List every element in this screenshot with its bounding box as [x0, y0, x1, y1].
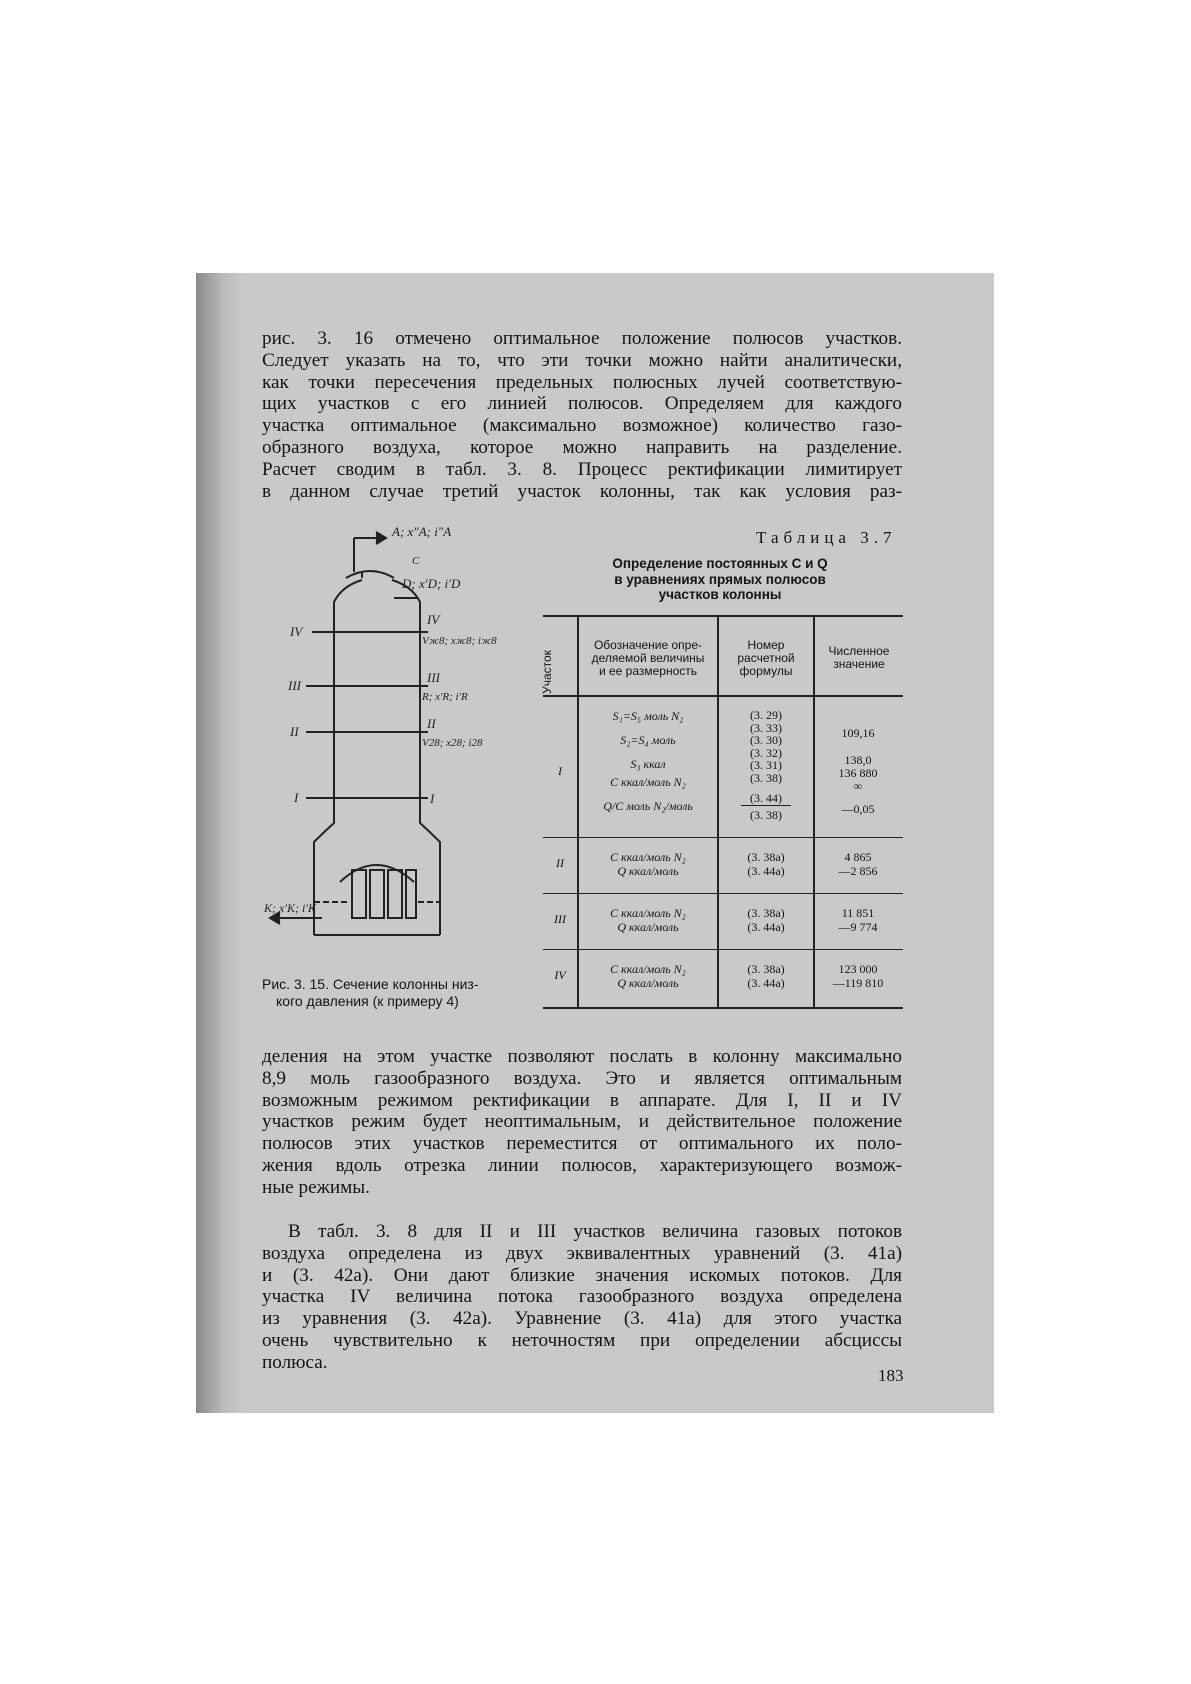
- row-section: III: [554, 912, 566, 926]
- paragraph-top: [262, 328, 902, 502]
- row-value: [815, 907, 901, 934]
- label-bottom: K; x′K; i′K: [264, 901, 316, 915]
- row-formula: [719, 963, 813, 990]
- row-value: [815, 963, 901, 990]
- value-line: 4 865: [844, 850, 872, 864]
- header-formula: [719, 639, 813, 678]
- formula-line: (3. 29): [750, 708, 782, 722]
- table-title: [570, 556, 870, 603]
- header-line: значение: [833, 657, 885, 671]
- text-line: участка оптимальное (максимально возможное) количество газо-: [262, 415, 902, 437]
- text-line: В табл. 3. 8 для II и III участков величина газовых потоков: [288, 1221, 902, 1242]
- row-formula: [719, 851, 813, 878]
- designation-line: C ккал/моль N₂: [610, 850, 686, 864]
- text-line: полюса.: [262, 1351, 328, 1373]
- header-line: Обозначение опре-: [593, 638, 703, 652]
- value-line: ∞: [853, 779, 863, 793]
- formula-line: (3. 38a): [747, 962, 785, 976]
- text-line: 8,9 моль газообразного воздуха. Это и является оптимальным: [262, 1067, 902, 1089]
- table-border-bottom: [543, 1007, 903, 1009]
- text-line: очень чувствительно к неточностям при определении абсциссы: [262, 1329, 902, 1351]
- designation-line: Q ккал/моль: [617, 863, 679, 878]
- designation-line: Q/C моль N₂/моль: [603, 799, 693, 813]
- text-line: участков режим будет неоптимальным, и действительное положение: [262, 1111, 902, 1133]
- text-line: как точки пересечения предельных полюсных лучей соответствую-: [262, 371, 902, 393]
- formula-line: (3. 44): [741, 792, 791, 806]
- table-header-rule: [543, 695, 903, 697]
- designation-line: Q ккал/моль: [617, 919, 679, 934]
- row-section: IV: [554, 968, 566, 982]
- label-ii-sub: V28; x28; i28: [422, 737, 483, 749]
- header-line: формулы: [739, 664, 793, 678]
- caption-line: кого давления (к примеру 4): [276, 993, 459, 1009]
- value-line: 123 000: [838, 962, 878, 976]
- table-row-rule: [543, 893, 903, 894]
- column-figure: [262, 520, 532, 970]
- value-line: 136 880: [838, 766, 878, 780]
- designation-line: Q ккал/моль: [617, 975, 679, 990]
- formula-line: (3. 44a): [747, 863, 785, 878]
- table-row-rule: [543, 837, 903, 838]
- label-left-iii: III: [288, 678, 301, 693]
- row-formula: [719, 709, 813, 821]
- paragraph-after-table: [262, 1046, 902, 1199]
- table-row-rule: [543, 949, 903, 950]
- label-iii-sub: R; x′R; i′R: [422, 691, 468, 703]
- page-number: 183: [878, 1366, 904, 1385]
- designation-line: S₃ ккал: [630, 757, 666, 771]
- designation-line: C ккал/моль N₂: [610, 962, 686, 976]
- formula-line: (3. 32): [750, 745, 782, 760]
- text-line: рис. 3. 16 отмечено оптимальное положение полюсов участков.: [262, 328, 902, 349]
- formula-line: (3. 38): [750, 807, 782, 822]
- formula-line: (3. 38): [750, 770, 782, 785]
- designation-line: C ккал/моль N₂: [610, 906, 686, 920]
- row-formula: [719, 907, 813, 934]
- text-line: и (3. 42a). Они дают близкие значения искомых потоков. Для: [262, 1264, 902, 1286]
- table-title-line: в уравнениях прямых полюсов: [614, 571, 826, 587]
- value-line: —9 774: [838, 919, 878, 934]
- formula-line: (3. 33): [750, 720, 782, 735]
- text-line: ные режимы.: [262, 1176, 370, 1198]
- row-section: II: [556, 856, 564, 870]
- table-title-line: участков колонны: [658, 587, 782, 602]
- header-value: [815, 645, 903, 671]
- label-iv-right: IV: [427, 612, 440, 627]
- text-line: Следует указать на то, что эти точки можно найти аналитически,: [262, 349, 902, 371]
- formula-line: (3. 38a): [747, 906, 785, 920]
- value-line: —119 810: [832, 975, 884, 990]
- label-left-ii: II: [290, 724, 299, 739]
- row-section: I: [558, 764, 562, 778]
- label-left-iv: IV: [290, 624, 303, 639]
- value-line: 11 851: [841, 906, 875, 920]
- label-iv-sub: Vж8; xж8; iж8: [422, 635, 497, 647]
- text-line: жения вдоль отрезка линии полюсов, характеризующего возмож-: [262, 1154, 902, 1176]
- text-line: воздуха определена из двух эквивалентных уравнений (3. 41a): [262, 1242, 902, 1264]
- formula-line: (3. 44a): [747, 919, 785, 934]
- data-table: [539, 615, 903, 1009]
- paragraph-final: [262, 1221, 902, 1374]
- text-line: из уравнения (3. 42a). Уравнение (3. 41a) для этого участка: [262, 1308, 902, 1330]
- text-line: полюсов этих участков переместится от оптимального их поло-: [262, 1133, 902, 1155]
- row-designation: [579, 707, 717, 815]
- binding-shadow: [196, 273, 244, 1413]
- text-line: деления на этом участке позволяют послать в колонну максимально: [262, 1046, 902, 1067]
- row-designation: [579, 963, 717, 990]
- formula-line: (3. 30): [750, 733, 782, 747]
- text-line: возможным режимом ректификации в аппарате. Для I, II и IV: [262, 1089, 902, 1111]
- label-ii-right: II: [427, 716, 436, 731]
- value-line: 138,0: [844, 753, 872, 767]
- label-i-right: I: [430, 791, 435, 806]
- header-section: Участок: [539, 650, 554, 694]
- text-line: в данном случае третий участок колонны, так как условия раз-: [262, 480, 902, 502]
- label-top: A; x″A; i″A: [392, 524, 452, 539]
- text-line: щих участков с его линией полюсов. Определяем для каждого: [262, 393, 902, 415]
- value-line: —0,05: [841, 802, 875, 816]
- row-value: [815, 851, 901, 878]
- designation-line: S₂=S₄ моль: [620, 733, 676, 747]
- header-line: Численное: [828, 644, 890, 658]
- formula-line: (3. 38a): [747, 850, 785, 864]
- header-line: расчетной: [737, 651, 795, 665]
- label-left-i: I: [294, 790, 299, 805]
- header-line: Номер: [747, 638, 785, 652]
- formula-line: (3. 44a): [747, 975, 785, 990]
- text-line: Расчет сводим в табл. 3. 8. Процесс ректификации лимитирует: [262, 458, 902, 480]
- label-iii-right: III: [427, 670, 440, 685]
- header-line: деляемой величины: [591, 651, 705, 665]
- table-border-top: [543, 615, 903, 617]
- designation-line: C ккал/моль N₂: [610, 775, 686, 789]
- table-label: Таблица 3.7: [756, 528, 897, 547]
- header-line: и ее размерность: [598, 664, 698, 678]
- value-line: —2 856: [838, 863, 878, 878]
- text-line: образного воздуха, которое можно направить на разделение.: [262, 436, 902, 458]
- header-designation: [579, 639, 717, 678]
- row-designation: [579, 851, 717, 878]
- row-designation: [579, 907, 717, 934]
- table-title-line: Определение постоянных C и Q: [612, 556, 828, 571]
- figure-caption: [262, 976, 517, 1010]
- row-value: [815, 727, 901, 816]
- label-upper: D; x′D; i′D: [402, 576, 461, 591]
- text-line: участка IV величина потока газообразного воздуха определена: [262, 1286, 902, 1308]
- formula-line: (3. 31): [750, 758, 782, 772]
- label-c: C: [412, 555, 420, 567]
- value-line: 109,16: [841, 726, 875, 740]
- designation-line: S₁=S₅ моль N₂: [612, 709, 684, 723]
- caption-line: Рис. 3. 15. Сечение колонны низ-: [262, 976, 479, 992]
